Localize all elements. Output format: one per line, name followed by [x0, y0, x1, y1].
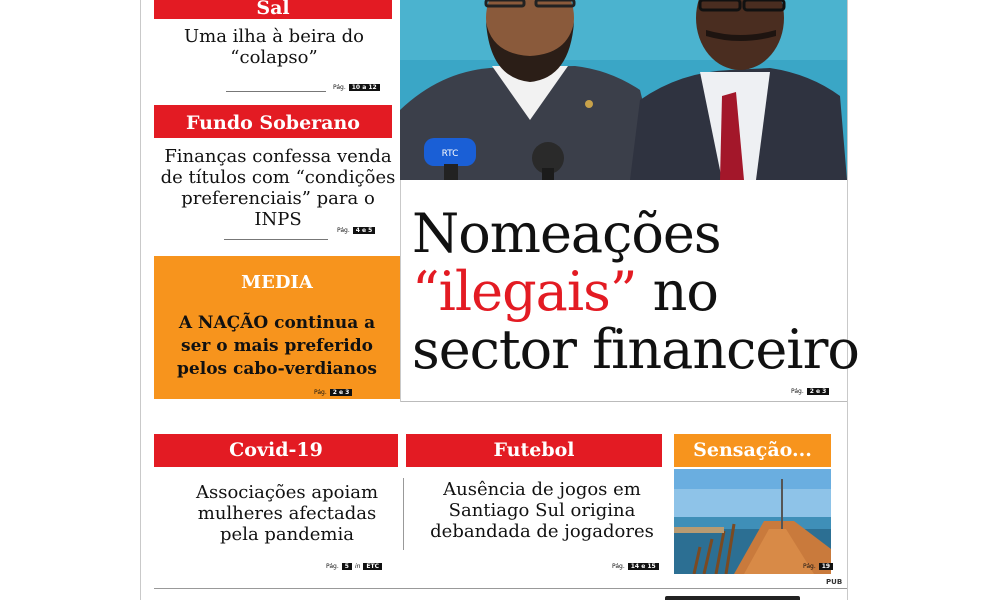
sal-headline[interactable]: Uma ilha à beira do “colapso” — [183, 26, 365, 68]
lead-headline-highlight: “ilegais” — [412, 260, 637, 323]
fundo-soberano-headline[interactable]: Finanças confessa venda de títulos com “condições preferenciais” para o INPS — [160, 146, 396, 230]
futebol-page-ref — [612, 563, 659, 570]
media-box[interactable] — [154, 256, 400, 399]
sensacao-page-ref — [803, 563, 833, 570]
lead-headline-line3: sector financeiro — [412, 318, 859, 381]
sensacao-label: Sensação... — [674, 434, 831, 467]
page-number: 2 e 3 — [330, 389, 353, 396]
fundo-soberano-label: Fundo Soberano — [154, 105, 392, 138]
left-frame-line — [140, 0, 141, 600]
sal-rule — [226, 91, 326, 92]
page-number: 4 e 5 — [353, 227, 376, 234]
page-prefix: Pág. — [612, 563, 625, 570]
covid-headline[interactable]: Associações apoiam mulheres afectadas pela pandemia — [195, 482, 379, 545]
lead-left-rule — [400, 180, 401, 402]
pub-label: PUB — [826, 578, 843, 586]
lead-headline[interactable] — [412, 202, 859, 381]
pier-illustration — [674, 469, 831, 574]
covid-divider — [403, 478, 404, 550]
page-prefix: Pág. — [791, 388, 804, 395]
page-prefix: Pág. — [314, 389, 327, 396]
page-number: 10 a 12 — [349, 84, 380, 91]
sal-label: Sal — [154, 0, 392, 19]
bottom-rule — [154, 588, 847, 589]
section-tag: ETC — [363, 563, 382, 570]
page-prefix: Pág. — [326, 563, 339, 570]
page-number: 19 — [819, 563, 833, 570]
in-text: in — [354, 563, 361, 570]
lead-page-ref — [791, 388, 829, 395]
page-prefix: Pág. — [803, 563, 816, 570]
lead-headline-line1: Nomeações — [412, 202, 721, 265]
futebol-headline[interactable]: Ausência de jogos em Santiago Sul origina debandada de jogadores — [430, 479, 654, 542]
page-number: 14 e 15 — [628, 563, 659, 570]
covid-page-ref — [326, 563, 382, 570]
fundo-rule — [224, 239, 328, 240]
page-number: 2 e 3 — [807, 388, 830, 395]
lead-headline-line2 — [412, 260, 859, 323]
lead-photo-illustration — [400, 0, 847, 180]
lead-photo[interactable] — [400, 0, 847, 180]
fundo-page-ref — [337, 227, 375, 234]
lead-bottom-rule — [400, 401, 847, 402]
page-prefix: Pág. — [337, 227, 350, 234]
lead-headline-line2-rest: no — [636, 260, 718, 323]
media-headline: A NAÇÃO continua a ser o mais preferido pelos cabo-verdianos — [177, 313, 377, 379]
page-prefix: Pág. — [333, 84, 346, 91]
sensacao-photo[interactable] — [674, 469, 831, 574]
bottom-ad-strip[interactable] — [665, 596, 800, 600]
covid-label: Covid-19 — [154, 434, 398, 467]
mic-label: RTC — [441, 149, 459, 159]
media-label: MEDIA — [241, 272, 313, 293]
page-number: 5 — [342, 563, 352, 570]
sal-page-ref — [333, 84, 380, 91]
media-page-ref — [314, 389, 352, 396]
futebol-label: Futebol — [406, 434, 662, 467]
